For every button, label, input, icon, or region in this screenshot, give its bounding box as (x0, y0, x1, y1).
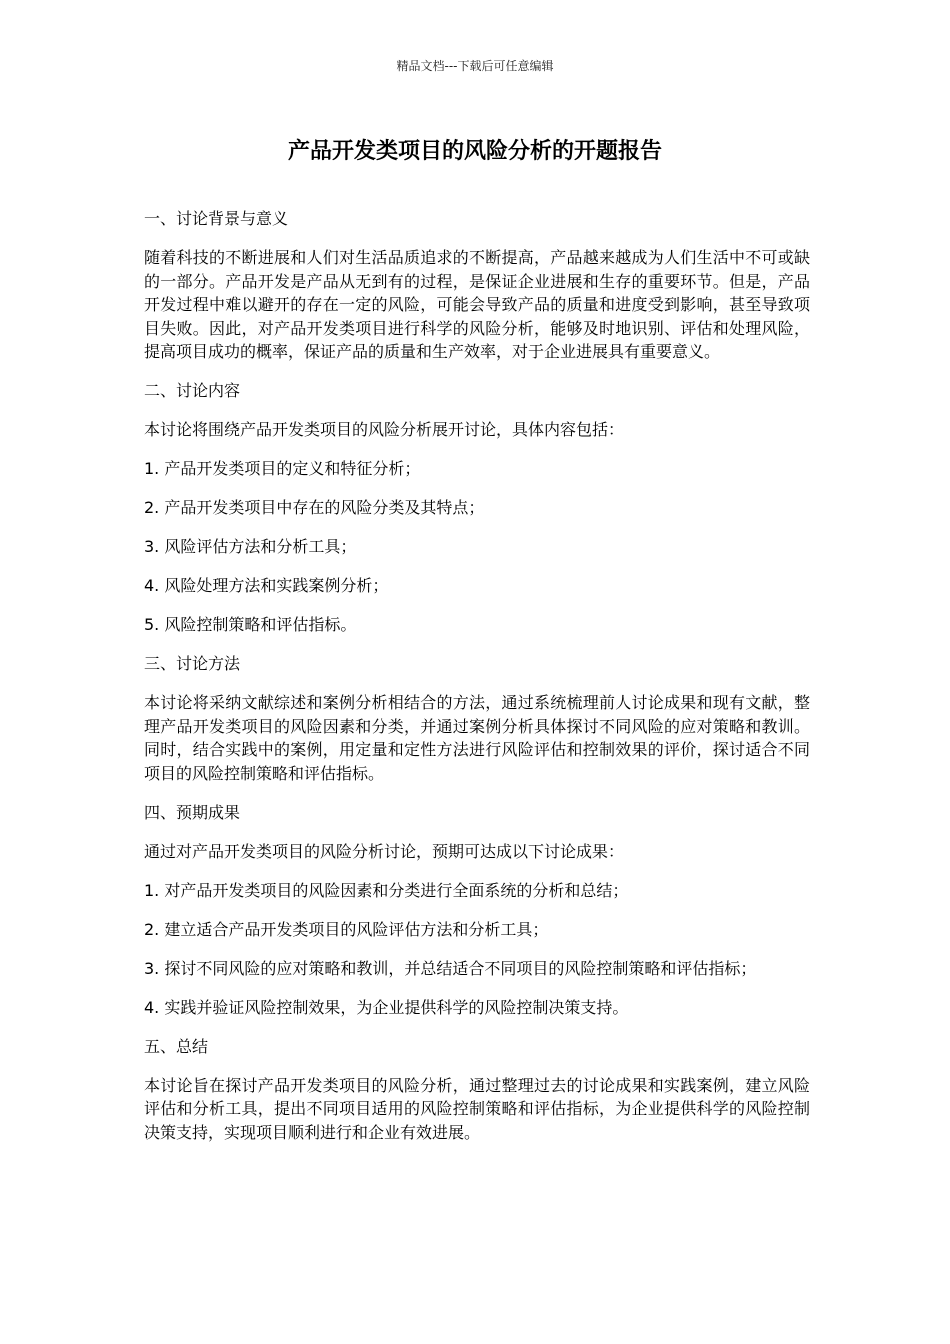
list-item: 2. 产品开发类项目中存在的风险分类及其特点； (144, 498, 485, 517)
section-heading: 五、总结 (144, 1036, 209, 1056)
list-item: 1. 对产品开发类项目的风险因素和分类进行全面系统的分析和总结； (144, 880, 629, 900)
document-title: 产品开发类项目的风险分析的开题报告 (287, 139, 662, 164)
section-paragraph: 本讨论旨在探讨产品开发类项目的风险分析，通过整理过去的讨论成果和实践案例，建立风险评估和分析工具，提出不同项目适用的风险控制策略和评估指标，为企业提供科学的风险控制决策支持，实现项目顺利进行和企业有效进展。 (144, 1075, 810, 1142)
section-heading: 四、预期成果 (144, 802, 241, 822)
list-item: 4. 风险处理方法和实践案例分析； (144, 576, 389, 595)
header-note: 精品文档---下载后可任意编辑 (396, 59, 554, 73)
section-heading: 三、讨论方法 (144, 654, 241, 673)
list-item: 2. 建立适合产品开发类项目的风险评估方法和分析工具； (144, 919, 549, 939)
document-body (144, 207, 810, 1160)
section-heading: 二、讨论内容 (144, 381, 241, 400)
list-item: 4. 实践并验证风险控制效果，为企业提供科学的风险控制决策支持。 (144, 997, 629, 1017)
list-item: 3. 风险评估方法和分析工具； (144, 537, 357, 556)
section-paragraph: 随着科技的不断进展和人们对生活品质追求的不断提高，产品越来越成为人们生活中不可或缺的一部分。产品开发是产品从无到有的过程，是保证企业进展和生存的重要环节。但是，产品开发过程中难以避开的存在一定的风险，可能会导致产品的质量和进度受到影响，甚至导致项目失败。因此，对产品开发类项目进行科学的风险分析，能够及时地识别、评估和处理风险，提高项目成功的概率，保证产品的质量和生产效率，对于企业进展具有重要意义。 (144, 248, 810, 361)
section-paragraph: 通过对产品开发类项目的风险分析讨论，预期可达成以下讨论成果： (144, 841, 625, 861)
list-item: 3. 探讨不同风险的应对策略和教训，并总结适合不同项目的风险控制策略和评估指标； (144, 958, 757, 978)
list-item: 1. 产品开发类项目的定义和特征分析； (144, 459, 421, 478)
section-paragraph: 本讨论将围绕产品开发类项目的风险分析展开讨论，具体内容包括： (144, 420, 625, 439)
section-heading: 一、讨论背景与意义 (144, 209, 289, 228)
list-item: 5. 风险控制策略和评估指标。 (144, 615, 357, 634)
section-paragraph: 本讨论将采纳文献综述和案例分析相结合的方法，通过系统梳理前人讨论成果和现有文献，整理产品开发类项目的风险因素和分类，并通过案例分析具体探讨不同风险的应对策略和教训。同时，结合实践中的案例，用定量和定性方法进行风险评估和控制效果的评价，探讨适合不同项目的风险控制策略和评估指标。 (144, 693, 810, 783)
